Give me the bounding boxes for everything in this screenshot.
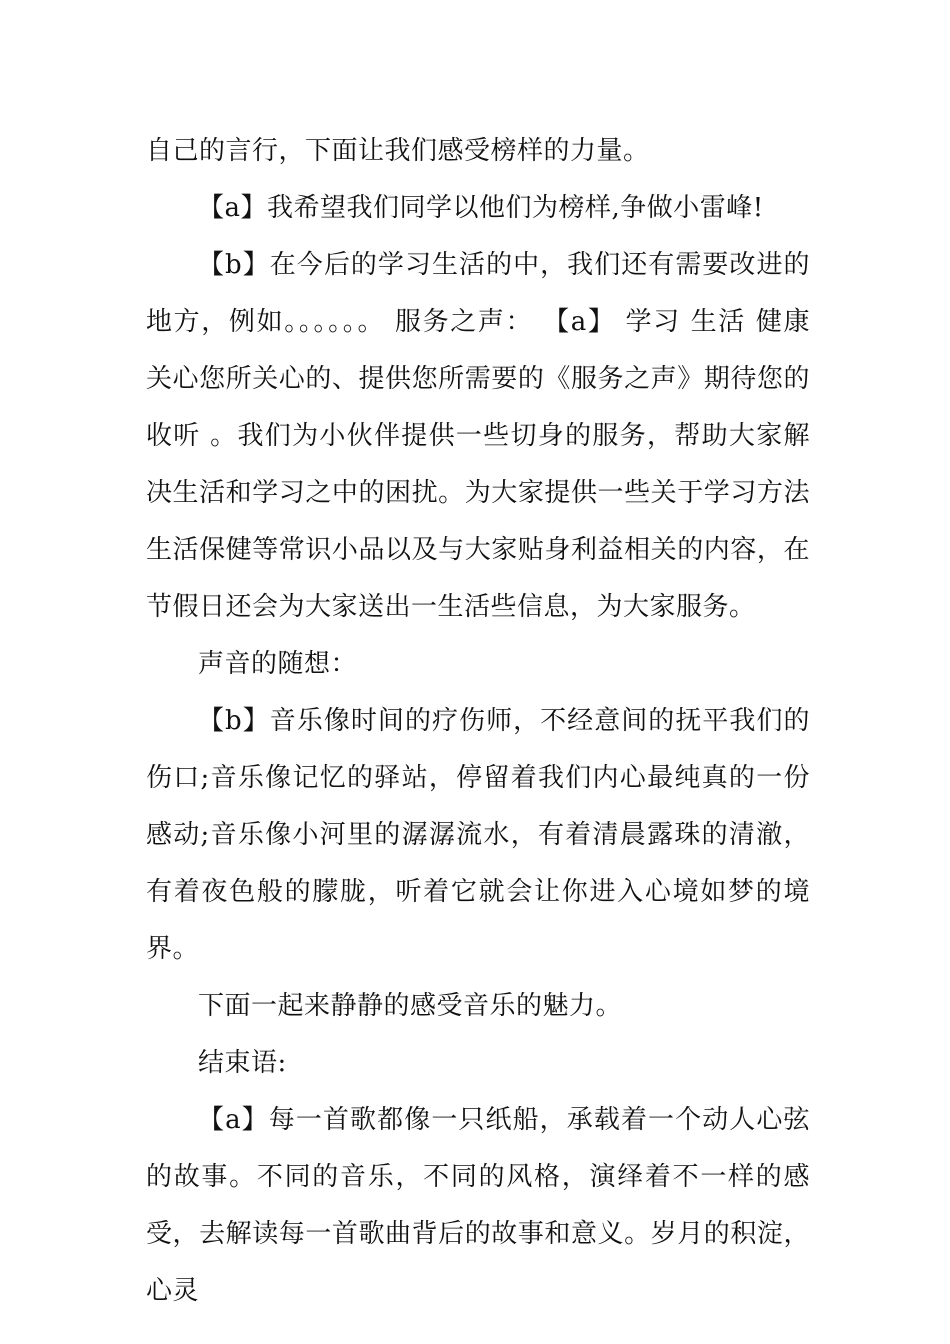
paragraph-5: 【b】音乐像时间的疗伤师，不经意间的抚平我们的伤口;音乐像记忆的驿站，停留着我们内心最纯真的一份感动;音乐像小河里的潺潺流水，有着清晨露珠的清澈，有着夜色般的朦胧，听着它就会让你进入心境如梦的境界。 bbox=[146, 706, 810, 964]
paragraph-7: 结束语: bbox=[198, 1048, 287, 1078]
paragraph-4: 声音的随想： bbox=[198, 649, 358, 679]
paragraph-1: 自己的言行，下面让我们感受榜样的力量。 bbox=[146, 136, 650, 166]
paragraph-2: 【a】我希望我们同学以他们为榜样,争做小雷峰! bbox=[198, 193, 764, 223]
paragraph-6: 下面一起来静静的感受音乐的魅力。 bbox=[198, 991, 623, 1021]
paragraph-3: 【b】在今后的学习生活的中，我们还有需要改进的地方，例如。。。。。。 服务之声： 【a】 学习 生活 健康 关心您所关心的、提供您所需要的《服务之声》期待您的收听 。我们为小伙伴提供一些切身的服务，帮助大家解决生活和学习之中的困扰。为大家提供一些关于学习方法生活保健等常识小品以及与大家贴身利益相关的内容，在节假日还会为大家送出一生活些信息，为大家服务。 bbox=[146, 250, 810, 622]
document-body bbox=[146, 123, 810, 1320]
paragraph-8: 【a】每一首歌都像一只纸船，承载着一个动人心弦的故事。不同的音乐，不同的风格，演绎着不一样的感受，去解读每一首歌曲背后的故事和意义。岁月的积淀，心灵 bbox=[146, 1105, 810, 1306]
